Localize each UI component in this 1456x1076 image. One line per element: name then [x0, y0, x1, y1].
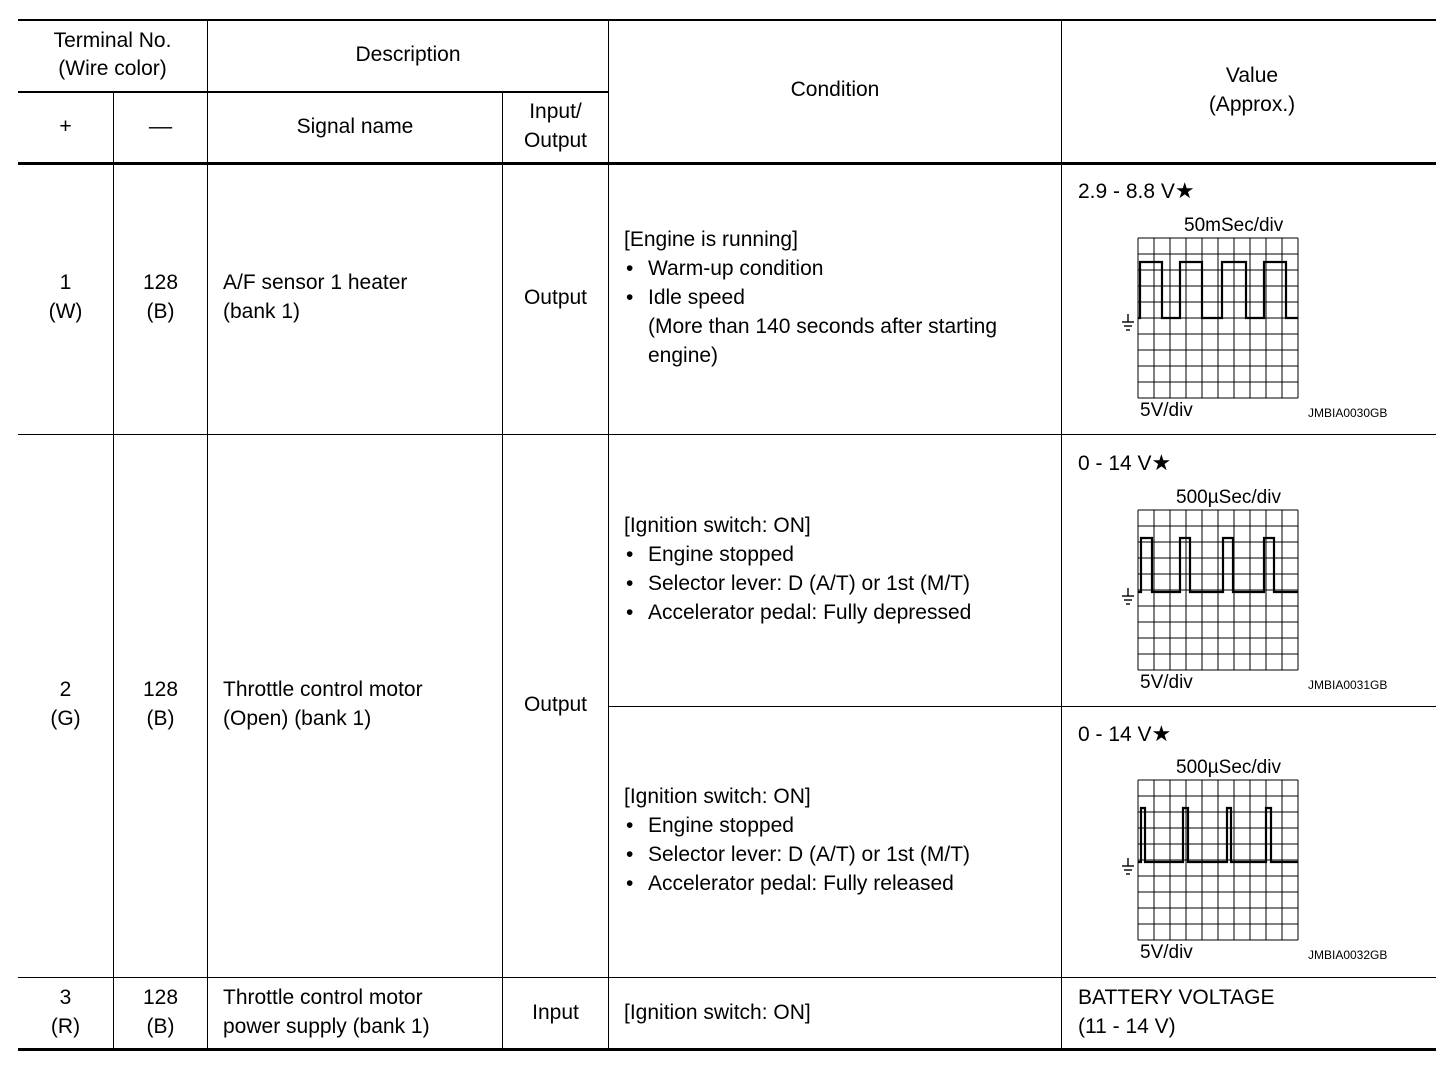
- table-bottom-border: [18, 1048, 1436, 1051]
- row3-signal-line1: Throttle control motor: [223, 986, 423, 1009]
- row3-condition-title: [Ignition switch: ON]: [624, 1001, 811, 1024]
- row1-io: Output: [523, 286, 588, 309]
- row1-oscilloscope: [1110, 210, 1410, 425]
- row1-volt-div: 5V/div: [1140, 400, 1193, 421]
- row3-io: Input: [532, 1001, 579, 1024]
- row2b-condition-title: [Ignition switch: ON]: [624, 785, 811, 808]
- row2-minus-terminal: 128: [142, 678, 179, 701]
- row2a-volt-div: 5V/div: [1140, 672, 1193, 693]
- col-divider-io-condition: [608, 19, 609, 1049]
- table-top-border: [18, 19, 1436, 21]
- header-terminal-no: Terminal No.: [53, 29, 172, 52]
- row1-signal-line2: (bank 1): [223, 300, 301, 323]
- row2b-time-div: 500µSec/div: [1176, 757, 1281, 778]
- row3-value-line2: (11 - 14 V): [1078, 1015, 1176, 1038]
- row1-plus-terminal: 1: [59, 271, 72, 294]
- header-signal-name: Signal name: [296, 115, 414, 138]
- col-divider-signal-io: [502, 91, 503, 1049]
- row3-signal-line2: power supply (bank 1): [223, 1015, 430, 1038]
- row1-value: [1078, 176, 1195, 206]
- row1-minus-color: (B): [146, 300, 175, 323]
- row2-io: Output: [523, 693, 588, 716]
- row1-plus-color: (W): [48, 300, 83, 323]
- header-value-line1: Value: [1225, 64, 1279, 87]
- row3-minus-color: (B): [146, 1015, 175, 1038]
- row1-value-text: 2.9 - 8.8 V: [1078, 180, 1175, 203]
- col-divider-plus-minus: [113, 91, 114, 1049]
- star-icon: ★: [1174, 178, 1195, 203]
- row2a-time-div: 500µSec/div: [1176, 487, 1281, 508]
- header-input-output-line2: Output: [523, 129, 588, 152]
- row2b-value-text: 0 - 14 V: [1078, 723, 1152, 746]
- row1-minus-terminal: 128: [142, 271, 179, 294]
- star-icon: ★: [1151, 721, 1172, 746]
- row2b-condition: [624, 782, 1054, 898]
- row3-plus-terminal: 3: [59, 986, 72, 1009]
- row2a-condition: [624, 511, 1054, 627]
- row2-plus-color: (G): [50, 707, 81, 730]
- row2-split-rule: [609, 706, 1436, 707]
- header-mid-rule: [18, 91, 609, 93]
- row2b-value: [1078, 719, 1171, 749]
- row2a-figure-code: JMBIA0031GB: [1308, 678, 1388, 692]
- header-description: Description: [355, 43, 461, 66]
- star-icon: ★: [1151, 450, 1172, 475]
- row1-signal-line1: A/F sensor 1 heater: [223, 271, 408, 294]
- header-bottom-rule: [18, 162, 1436, 165]
- header-wire-color: (Wire color): [58, 57, 167, 80]
- row3-value-line1: BATTERY VOLTAGE: [1078, 986, 1275, 1009]
- row2-plus-terminal: 2: [59, 678, 72, 701]
- header-condition: Condition: [790, 78, 880, 101]
- row2b-oscilloscope: [1110, 752, 1410, 967]
- header-minus: ––: [148, 115, 173, 138]
- row1-note-line2: engine): [648, 344, 719, 367]
- row2a-oscilloscope: [1110, 482, 1410, 697]
- row2a-bullet: • Accelerator pedal: Fully depressed: [624, 598, 1054, 627]
- row1-bottom-rule: [18, 434, 1436, 435]
- row1-bullet: • Warm-up condition: [624, 254, 1054, 283]
- row1-condition-title: [Engine is running]: [624, 228, 798, 251]
- row1-bullet: • Idle speed: [624, 283, 1054, 312]
- row2b-bullet: • Accelerator pedal: Fully released: [624, 869, 1054, 898]
- header-value-line2: (Approx.): [1208, 93, 1296, 116]
- row2a-bullet: • Engine stopped: [624, 540, 1054, 569]
- row1-waveform-grid: [1110, 210, 1410, 425]
- row2b-waveform-grid: [1110, 752, 1410, 967]
- row2a-bullet: • Selector lever: D (A/T) or 1st (M/T): [624, 569, 1054, 598]
- row2-bottom-rule: [18, 977, 1436, 978]
- row1-note-line1: (More than 140 seconds after starting: [648, 315, 998, 338]
- row1-time-div: 50mSec/div: [1184, 215, 1284, 236]
- row2b-volt-div: 5V/div: [1140, 942, 1193, 963]
- row2b-figure-code: JMBIA0032GB: [1308, 948, 1388, 962]
- header-plus: +: [59, 115, 72, 138]
- row2-signal-line2: (Open) (bank 1): [223, 707, 372, 730]
- row2b-bullet: • Selector lever: D (A/T) or 1st (M/T): [624, 840, 1054, 869]
- row3-plus-color: (R): [50, 1015, 81, 1038]
- header-input-output-line1: Input/: [529, 100, 582, 123]
- row2-signal-line1: Throttle control motor: [223, 678, 423, 701]
- row1-condition: [624, 225, 1054, 370]
- col-divider-minus-signal: [207, 19, 208, 1049]
- row2a-value-text: 0 - 14 V: [1078, 452, 1152, 475]
- row3-minus-terminal: 128: [142, 986, 179, 1009]
- row1-figure-code: JMBIA0030GB: [1308, 406, 1388, 420]
- row2a-value: [1078, 448, 1171, 478]
- row2a-waveform-grid: [1110, 482, 1410, 697]
- row2-minus-color: (B): [146, 707, 175, 730]
- col-divider-condition-value: [1061, 19, 1062, 1049]
- row2a-condition-title: [Ignition switch: ON]: [624, 514, 811, 537]
- row2b-bullet: • Engine stopped: [624, 811, 1054, 840]
